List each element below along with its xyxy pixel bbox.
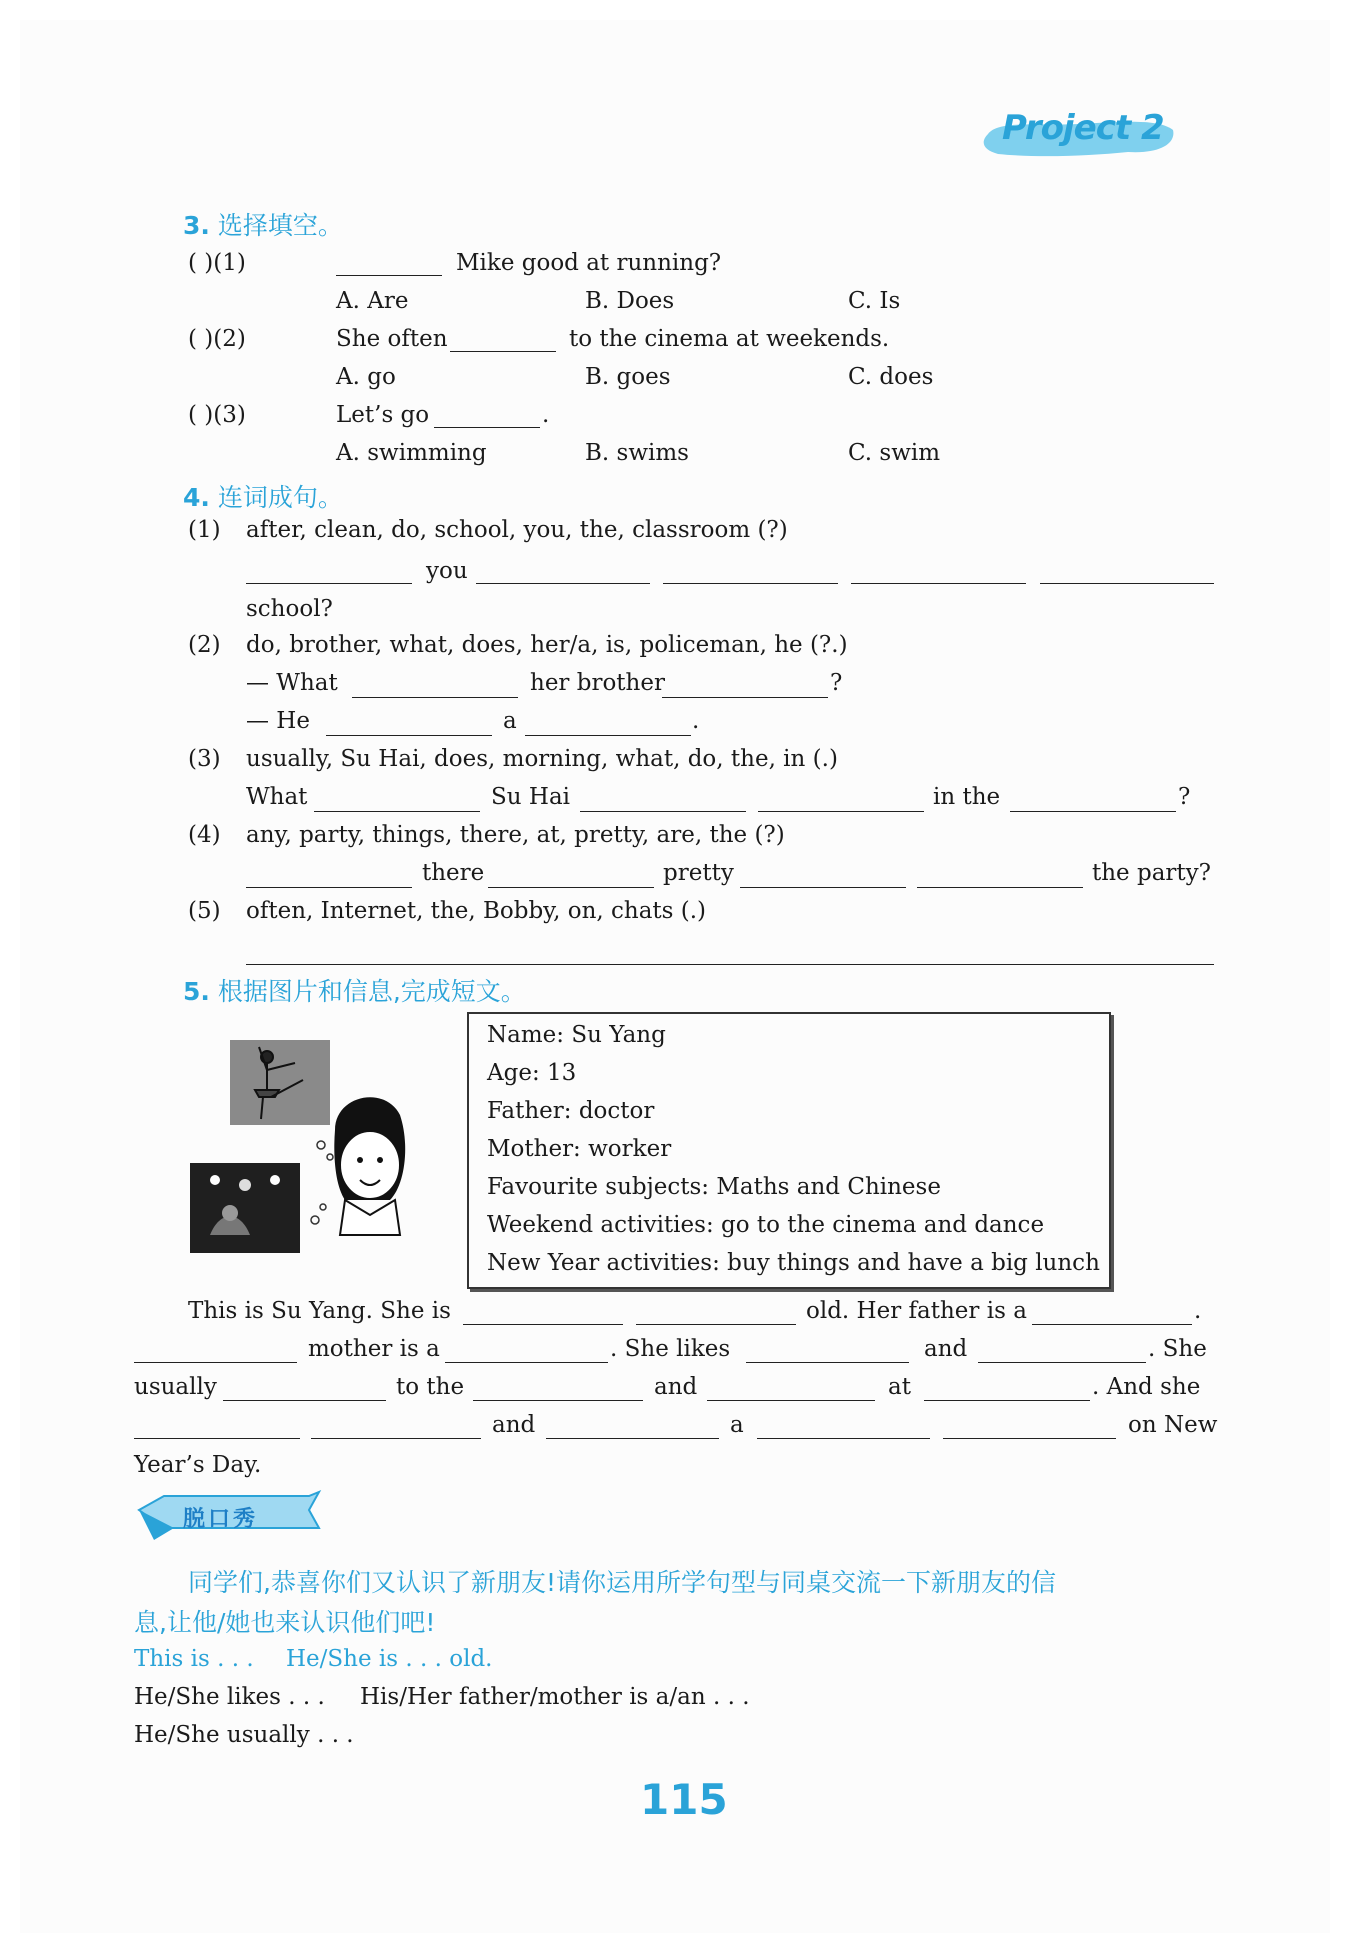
q3-2-text: to the cinema at weekends. [569, 326, 890, 352]
passage-l1-b: old. Her father is a [806, 1298, 1027, 1324]
q4-4-c: the party? [1092, 860, 1211, 886]
info-subjects: Favourite subjects: Maths and Chinese [487, 1174, 941, 1200]
q4-2-line1-c: ? [830, 670, 843, 696]
q4-3-blank-3[interactable] [758, 811, 924, 812]
q4-2-number: (2) [188, 632, 221, 658]
q4-3-number: (3) [188, 746, 221, 772]
section3-title-row [183, 206, 343, 242]
passage-l1-a: This is Su Yang. She is [188, 1298, 451, 1324]
section5-title-row [183, 972, 526, 1008]
passage-blank-3[interactable] [1032, 1324, 1192, 1325]
q4-4-blank-3[interactable] [740, 887, 906, 888]
passage-l2-d: . She [1148, 1336, 1207, 1362]
pattern3: He/She usually . . . [134, 1722, 354, 1748]
q3-3-option-a[interactable]: A. swimming [336, 440, 487, 466]
passage-blank-4[interactable] [134, 1362, 297, 1363]
q3-1-option-b[interactable]: B. Does [585, 288, 675, 314]
q4-2-line1-b: her brother [530, 670, 665, 696]
passage-blank-14[interactable] [546, 1438, 719, 1439]
passage-l4-a: and [492, 1412, 536, 1438]
q4-2-blank-3[interactable] [326, 735, 492, 736]
q4-5-words: often, Internet, the, Bobby, on, chats (.) [246, 898, 707, 924]
dance-picture-frame [230, 1040, 330, 1125]
info-age: Age: 13 [487, 1060, 577, 1086]
q4-4-words: any, party, things, there, at, pretty, are, the (?) [246, 822, 785, 848]
passage-blank-13[interactable] [311, 1438, 481, 1439]
q3-1-blank[interactable] [336, 275, 442, 276]
q3-1-option-c[interactable]: C. Is [848, 288, 901, 314]
q4-1-blank-5[interactable] [1040, 583, 1214, 584]
passage-blank-2[interactable] [636, 1324, 796, 1325]
tuokou-badge-label: 脱口秀 [183, 1507, 259, 1532]
q4-2-words: do, brother, what, does, her/a, is, policeman, he (?.) [246, 632, 848, 658]
q3-2-blank[interactable] [450, 351, 556, 352]
q3-1-paren: ( )(1) [188, 250, 246, 276]
passage-l3-c: and [654, 1374, 698, 1400]
q4-3-blank-2[interactable] [580, 811, 746, 812]
q3-3-blank[interactable] [434, 427, 540, 428]
q4-1-blank-3[interactable] [663, 583, 838, 584]
q3-2-before: She often [336, 326, 448, 352]
passage-l2-c: and [924, 1336, 968, 1362]
q3-2-option-b[interactable]: B. goes [585, 364, 671, 390]
passage-blank-12[interactable] [134, 1438, 300, 1439]
passage-blank-11[interactable] [924, 1400, 1090, 1401]
q3-2-paren: ( )(2) [188, 326, 246, 352]
su-yang-info-card [467, 1012, 1111, 1289]
q4-4-blank-4[interactable] [917, 887, 1083, 888]
passage-l1-c: . [1194, 1298, 1202, 1324]
passage-blank-6[interactable] [746, 1362, 909, 1363]
q3-3-option-b[interactable]: B. swims [585, 440, 689, 466]
section5-title: 根据图片和信息,完成短文。 [217, 977, 526, 1006]
q3-3-option-c[interactable]: C. swim [848, 440, 941, 466]
pattern1-b: He/She is . . . old. [286, 1646, 493, 1672]
passage-l5: Year’s Day. [134, 1452, 262, 1478]
pattern2-a: He/She likes . . . [134, 1684, 325, 1710]
section4-number: 4. [183, 483, 210, 512]
q4-3-b: Su Hai [491, 784, 571, 810]
pattern1-a: This is . . . [134, 1646, 254, 1672]
q4-3-words: usually, Su Hai, does, morning, what, do, the, in (.) [246, 746, 838, 772]
q4-1-blank-2[interactable] [476, 583, 650, 584]
q3-1-option-a[interactable]: A. Are [336, 288, 409, 314]
q4-1-word-you: you [426, 558, 468, 584]
q4-1-end: school? [246, 596, 333, 622]
q4-3-c: in the [933, 784, 1001, 810]
q4-3-a: What [246, 784, 308, 810]
passage-l2-a: mother is a [308, 1336, 440, 1362]
info-mother: Mother: worker [487, 1136, 672, 1162]
q4-2-line1-a: — What [246, 670, 338, 696]
q4-5-number: (5) [188, 898, 221, 924]
q4-2-line2-a: — He [246, 708, 310, 734]
q4-1-blank-1[interactable] [246, 583, 412, 584]
girl-face-icon [334, 1097, 405, 1235]
q4-3-blank-1[interactable] [314, 811, 480, 812]
tuokou-intro-line2: 息,让他/她也来认识他们吧! [134, 1608, 436, 1637]
passage-l2-b: . She likes [610, 1336, 731, 1362]
q4-1-words: after, clean, do, school, you, the, classroom (?) [246, 517, 788, 543]
passage-blank-5[interactable] [445, 1362, 608, 1363]
q4-4-number: (4) [188, 822, 221, 848]
thought-bubbles-icon [311, 1141, 333, 1224]
project-label: Project 2 [1002, 108, 1164, 148]
passage-l3-d: at [888, 1374, 911, 1400]
section5-number: 5. [183, 977, 210, 1006]
section4-title: 连词成句。 [217, 483, 343, 512]
page-number: 115 [640, 1775, 728, 1824]
q4-4-blank-2[interactable] [488, 887, 654, 888]
q4-2-blank-1[interactable] [352, 697, 518, 698]
passage-blank-10[interactable] [707, 1400, 875, 1401]
passage-blank-1[interactable] [463, 1324, 623, 1325]
section3-number: 3. [183, 211, 210, 240]
tuokou-intro-line1: 同学们,恭喜你们又认识了新朋友!请你运用所学句型与同桌交流一下新朋友的信 [188, 1568, 1056, 1597]
section3-title: 选择填空。 [217, 211, 343, 240]
q3-3-before: Let’s go [336, 402, 430, 428]
q4-1-number: (1) [188, 517, 221, 543]
q3-2-option-c[interactable]: C. does [848, 364, 934, 390]
q4-3-d: ? [1178, 784, 1191, 810]
info-new-year: New Year activities: buy things and have a big lunch [487, 1250, 1100, 1276]
passage-l3-a: usually [134, 1374, 217, 1400]
pattern2-b: His/Her father/mother is a/an . . . [360, 1684, 750, 1710]
q4-4-blank-1[interactable] [246, 887, 412, 888]
q4-1-blank-4[interactable] [851, 583, 1026, 584]
passage-blank-16[interactable] [943, 1438, 1116, 1439]
passage-blank-7[interactable] [978, 1362, 1146, 1363]
section4-title-row [183, 478, 343, 514]
q4-2-blank-2[interactable] [662, 697, 828, 698]
info-weekend: Weekend activities: go to the cinema and dance [487, 1212, 1045, 1238]
passage-blank-9[interactable] [473, 1400, 643, 1401]
q4-2-line2-c: . [692, 708, 700, 734]
passage-l3-b: to the [396, 1374, 465, 1400]
passage-blank-15[interactable] [757, 1438, 930, 1439]
su-yang-illustration [185, 1035, 445, 1265]
q4-2-blank-4[interactable] [525, 735, 691, 736]
q4-3-blank-4[interactable] [1010, 811, 1176, 812]
q4-4-b: pretty [663, 860, 734, 886]
q3-1-text: Mike good at running? [456, 250, 722, 276]
q4-2-line2-b: a [503, 708, 517, 734]
q3-3-text: . [542, 402, 550, 428]
passage-blank-8[interactable] [223, 1400, 386, 1401]
passage-l4-c: on New [1128, 1412, 1218, 1438]
passage-l3-e: . And she [1092, 1374, 1201, 1400]
q4-4-a: there [422, 860, 485, 886]
info-name: Name: Su Yang [487, 1022, 666, 1048]
q3-3-paren: ( )(3) [188, 402, 246, 428]
q4-5-answer-line[interactable] [246, 964, 1214, 965]
q3-2-option-a[interactable]: A. go [336, 364, 396, 390]
cinema-picture-frame [190, 1163, 300, 1253]
info-father: Father: doctor [487, 1098, 655, 1124]
passage-l4-b: a [730, 1412, 744, 1438]
